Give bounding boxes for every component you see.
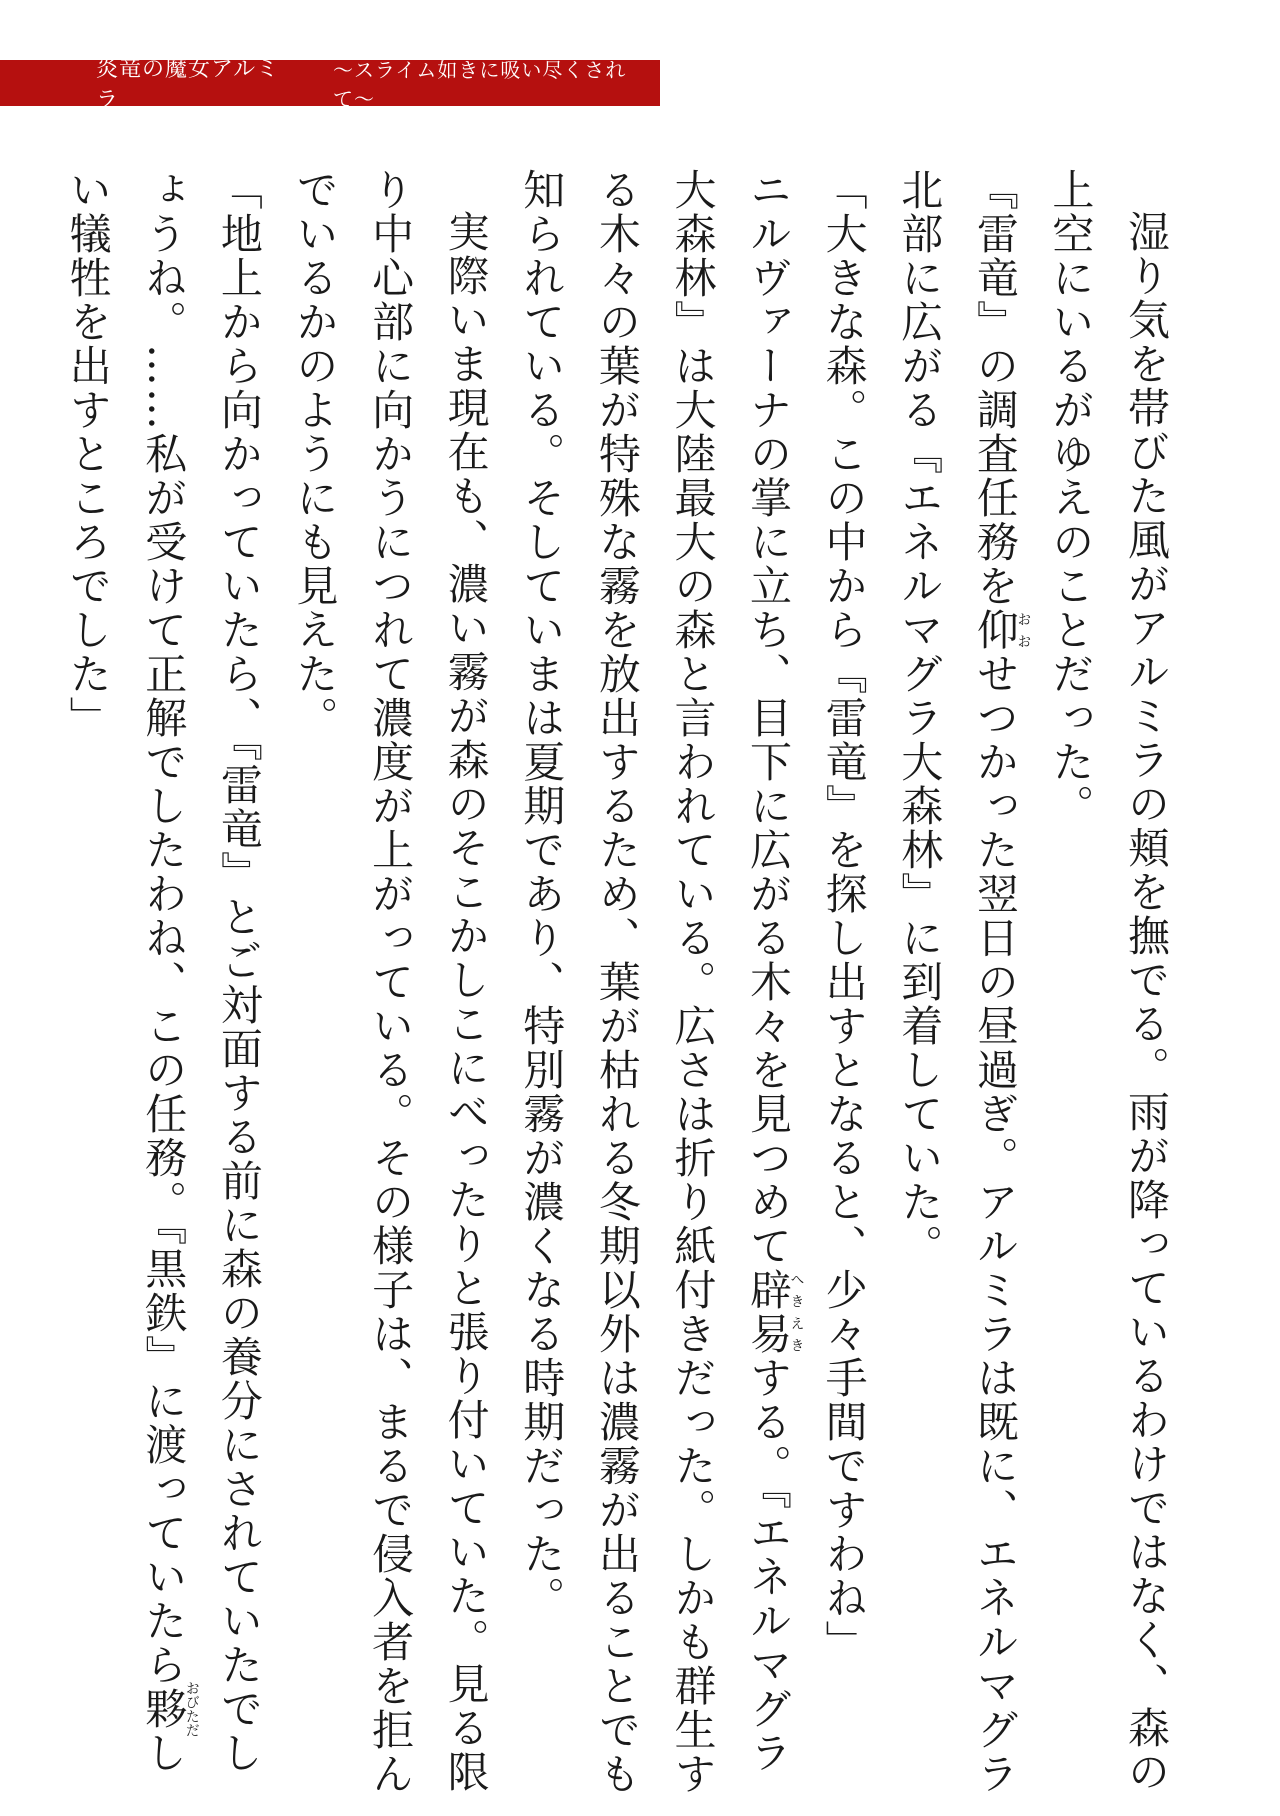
ruby-oo-base: 仰 <box>970 608 1020 652</box>
ruby-obitada-reading: おびただ <box>183 1681 200 1737</box>
ruby-hekieki-base: 辟易 <box>744 1268 794 1356</box>
paragraph-5: 実際いま現在も、濃い霧が森のそこかしこにべったりと張り付いていた。見る限り中心部に向かうにつれて濃度が上がっている。その様子は、まるで侵入者を拒んでいるかのようにも見えた。 <box>290 168 491 1796</box>
paragraph-2-part-b: せつかった翌日の昼過ぎ。アルミラは既に、エネルマグラ北部に広がる『エネルマグラ大森林』に到着していた。 <box>895 168 1020 1796</box>
ruby-oo-reading: おお <box>1015 608 1032 652</box>
ruby-obitada-base: 夥 <box>139 1681 189 1737</box>
paragraph-6-part-b: しい犠牲を出すところでした」 <box>63 168 189 1775</box>
paragraph-6-part-a: 「地上から向かっていたら、『雷竜』とご対面する前に森の養分にされていたでしょうね。……私が受けて正解でしたわね、この任務。『黒鉄』に渡っていたら <box>139 168 264 1775</box>
paragraph-1: 湿り気を帯びた風がアルミラの頬を撫でる。雨が降っているわけではなく、森の上空にいるがゆえのことだった。 <box>1046 168 1171 1794</box>
paragraph-4-part-b: する。『エネルマグラ大森林』は大陸最大の森と言われている。広さは折り紙付きだった。しかも群生する木々の葉が特殊な霧を放出するため、葉が枯れる冬期以外は濃霧が出ることでも知られている。そしていまは夏期であり、特別霧が濃くなる時期だった。 <box>517 168 794 1796</box>
paragraph-4-part-a: ニルヴァーナの掌に立ち、目下に広がる木々を見つめて <box>744 168 794 1268</box>
paragraph-3: 「大きな森。この中から『雷竜』を探し出すとなると、少々手間ですわね」 <box>819 168 869 1664</box>
ruby-obitada <box>139 1681 200 1737</box>
vertical-text-body <box>63 168 1184 1808</box>
ruby-oo <box>970 608 1032 652</box>
book-subtitle: 〜スライム如きに吸い尽くされて〜 <box>332 58 627 111</box>
paragraph-2 <box>882 168 1033 1808</box>
paragraph-4 <box>504 168 806 1808</box>
book-title: 炎竜の魔女アルミラ <box>96 57 280 113</box>
ruby-hekieki-reading: へきえき <box>788 1268 805 1356</box>
paragraph-6 <box>50 168 277 1808</box>
ruby-hekieki <box>744 1268 805 1356</box>
paragraph-2-part-a: 『雷竜』の調査任務を <box>970 168 1020 608</box>
header-bar <box>0 57 660 113</box>
